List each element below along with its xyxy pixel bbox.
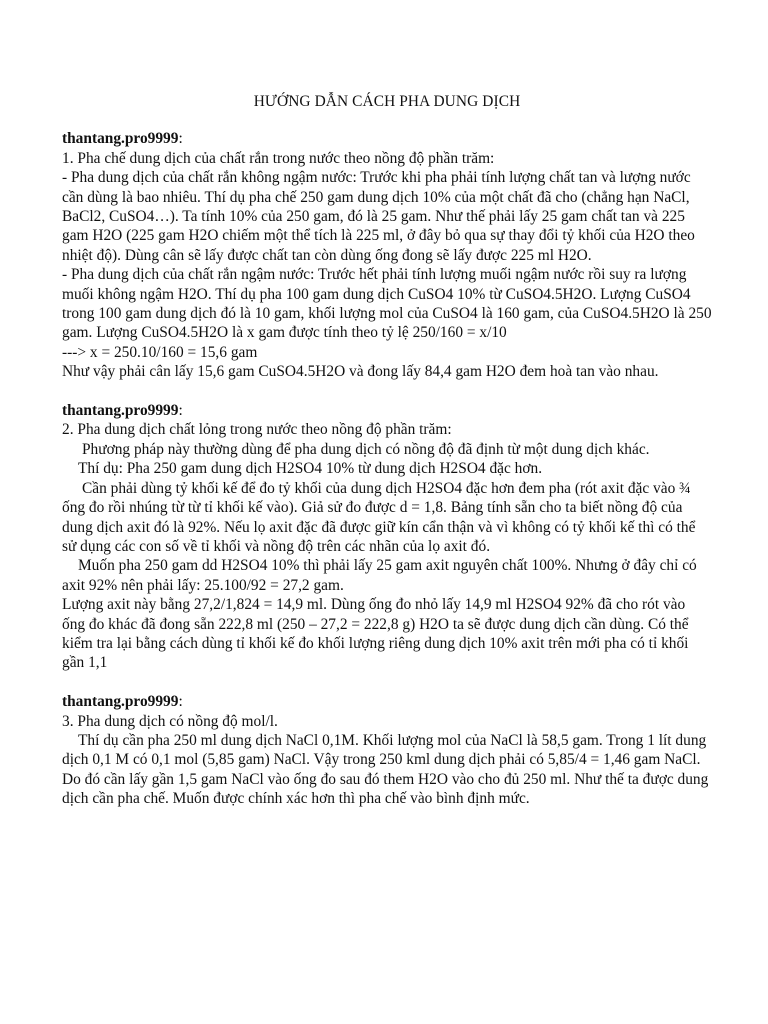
document-title: HƯỚNG DẪN CÁCH PHA DUNG DỊCH [253,93,521,110]
paragraph: - Pha dung dịch của chất rắn ngậm nước: Trước hết phải tính lượng muối ngậm nước rồi suy ra lượng muối không ngậm H2O. Thí dụ pha 100 gam dung dịch CuSO4 10% từ CuSO4.5H2O. Lượng CuSO4 trong 100 gam dung dịch đó là 10 gam, khối lượng mol của CuSO4 là 160 gam, của CuSO4.5H2O là 250 gam. Lượng CuSO4.5H2O là x gam được tính theo tỷ lệ 250/160 = x/10 [62,266,712,342]
document-page [62,92,712,828]
section-1 [62,129,712,381]
author-line [62,692,712,711]
paragraph: Như vậy phải cân lấy 15,6 gam CuSO4.5H2O và đong lấy 84,4 gam H2O đem hoà tan vào nhau. [62,363,659,381]
paragraph: Lượng axit này bằng 27,2/1,824 = 14,9 ml. Dùng ống đo nhỏ lấy 14,9 ml H2SO4 92% đã cho rót vào ống đo khác đã đong sẵn 222,8 ml (250 – 27,2 = 222,8 g) H2O ta sẽ được dung dịch cần dùng. Có thể kiểm tra lại bằng cách dùng tỉ khối kế đo khối lượng riêng dung dịch 10% axit trên mới pha có tỉ khối gần 1,1 [62,596,689,672]
author-colon: : [178,402,183,420]
author-name: thantang.pro9999 [62,130,179,148]
author-name: thantang.pro9999 [62,402,179,420]
paragraph: Thí dụ cần pha 250 ml dung dịch NaCl 0,1M. Khối lượng mol của NaCl là 58,5 gam. Trong 1 lít dung dịch 0,1 M có 0,1 mol (5,85 gam) NaCl. Vậy trong 250 kml dung dịch phải có 5,85/4 = 1,46 gam NaCl. Do đó cần lấy gần 1,5 gam NaCl vào ống đo sau đó them H2O vào cho đủ 250 ml. Như thế ta được dung dịch cần pha chế. Muốn được chính xác hơn thì pha chế vào bình định mức. [62,731,709,808]
paragraph: Thí dụ: Pha 250 gam dung dịch H2SO4 10% từ dung dịch H2SO4 đặc hơn. [78,460,543,478]
section-3 [62,692,712,808]
section-heading: 2. Pha dung dịch chất lỏng trong nước theo nồng độ phần trăm: [62,421,452,439]
formula-line: ---> x = 250.10/160 = 15,6 gam [62,343,258,361]
author-line [62,401,712,420]
paragraph: Muốn pha 250 gam dd H2SO4 10% thì phải lấy 25 gam axit nguyên chất 100%. Nhưng ở đây chỉ có axit 92% nên phải lấy: 25.100/92 = 27,2 gam. [62,557,697,594]
paragraph: Phương pháp này thường dùng để pha dung dịch có nồng độ đã định từ một dung dịch khác. [82,440,650,458]
author-colon: : [178,693,183,711]
author-name: thantang.pro9999 [62,693,179,711]
section-2 [62,401,712,673]
author-line [62,129,712,148]
paragraph: - Pha dung dịch của chất rắn không ngậm nước: Trước khi pha phải tính lượng chất tan và lượng nước cần dùng là bao nhiêu. Thí dụ pha chế 250 gam dung dịch 10% của một chất đã cho (chẳng hạn NaCl, BaCl2, CuSO4…). Ta tính 10% của 250 gam, đó là 25 gam. Như thế phải lấy 25 gam chất tan và 225 gam H2O (225 gam H2O chiếm một thể tích là 225 ml, ở đây bỏ qua sự thay đổi tỷ khối của H2O theo nhiệt độ). Dùng cân sẽ lấy được chất tan còn dùng ống đong sẽ lấy được 225 ml H2O. [62,169,695,264]
section-heading: 1. Pha chế dung dịch của chất rắn trong nước theo nồng độ phần trăm: [62,149,495,167]
author-colon: : [178,130,183,148]
section-heading: 3. Pha dung dịch có nồng độ mol/l. [62,712,278,730]
paragraph: Cần phải dùng tỷ khối kế để đo tỷ khối của dung dịch H2SO4 đặc hơn đem pha (rót axit đặc vào ¾ ống đo rồi nhúng từ từ tỉ khối kế vào). Giả sử đo được d = 1,8. Bảng tính sẵn cho ta biết nồng độ của dung dịch axit đó là 92%. Nếu lọ axit đặc đã được giữ kín cẩn thận và vì không có tỷ khối kế thì có thể sử dụng các con số về tỉ khối và nồng độ trên các nhãn của lọ axit đó. [62,479,696,555]
